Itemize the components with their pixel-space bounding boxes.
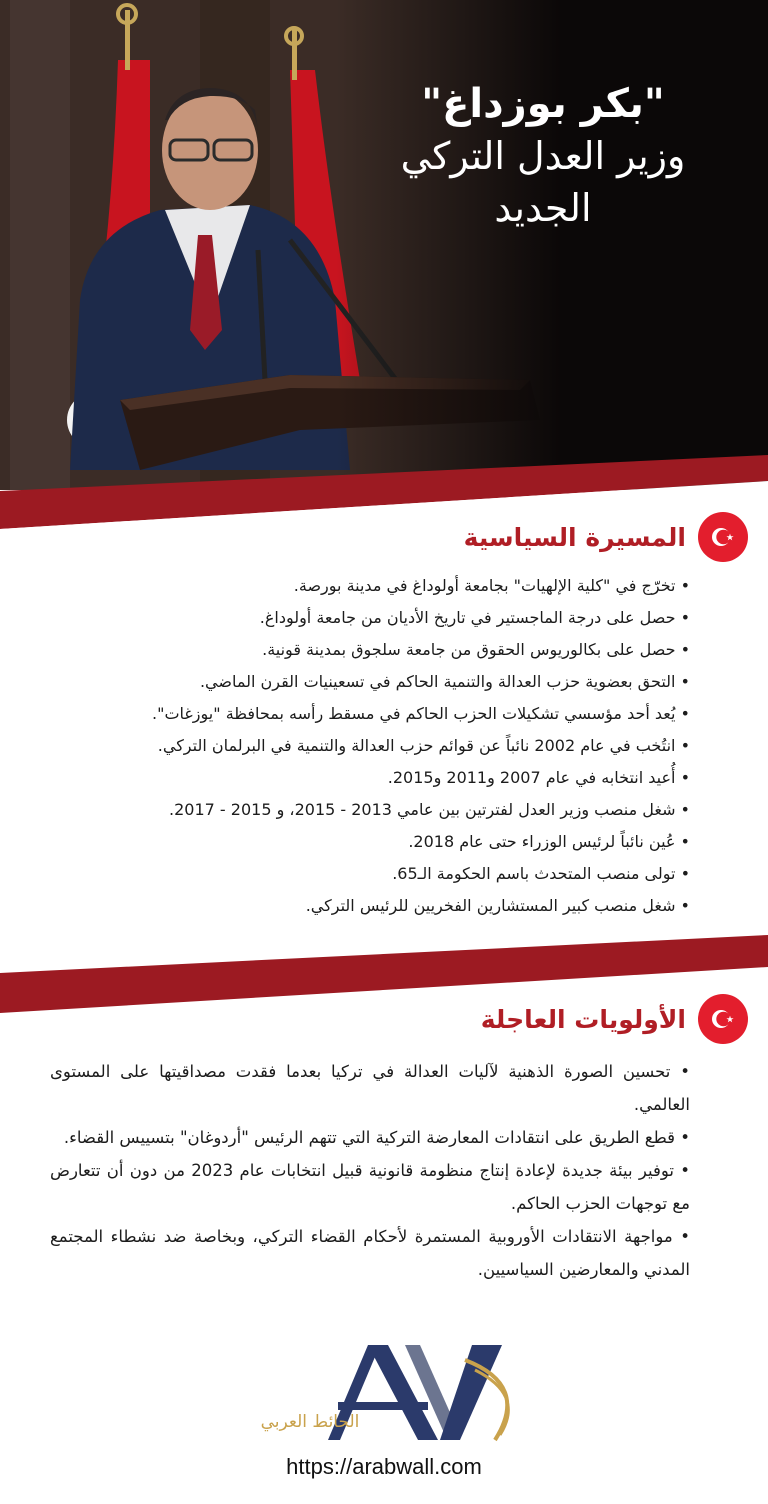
- minister-role: وزير العدل التركي: [400, 134, 686, 178]
- brand-name: الحائط العربي: [260, 1412, 360, 1432]
- minister-role-cont: الجديد: [494, 186, 592, 230]
- list-item: • شغل منصب كبير المستشارين الفخريين للرئيس التركي.: [305, 896, 690, 915]
- section-title: المسيرة السياسية: [463, 522, 686, 552]
- minister-name: "بكر بوزداغ": [421, 81, 665, 127]
- list-item: • انتُخب في عام 2002 نائباً عن قوائم حزب العدالة والتنمية في البرلمان التركي.: [157, 736, 690, 755]
- list-item: • قطع الطريق على انتقادات المعارضة التركية التي تتهم الرئيس "أردوغان" بتسييس القضاء.: [63, 1128, 690, 1147]
- list-item: • تخرّج في "كلية الإلهيات" بجامعة أولوداغ في مدينة بورصة.: [293, 576, 690, 595]
- list-item: • يُعد أحد مؤسسي تشكيلات الحزب الحاكم في مسقط رأسه بمحافظة "يوزغات".: [152, 704, 690, 723]
- section-political-career-header: [464, 512, 748, 562]
- list-item: • أُعيد انتخابه في عام 2007 و2011 و2015.: [387, 768, 690, 787]
- list-item: • عُين نائباً لرئيس الوزراء حتى عام 2018.: [408, 832, 690, 851]
- political-career-list: [50, 570, 690, 922]
- turkey-flag-icon: [698, 994, 748, 1044]
- list-item: • حصل على بكالوريوس الحقوق من جامعة سلجوق بمدينة قونية.: [262, 640, 690, 659]
- arabwall-logo: [240, 1340, 530, 1450]
- list-item: • التحق بعضوية حزب العدالة والتنمية الحاكم في تسعينيات القرن الماضي.: [199, 672, 690, 691]
- hero-banner: [0, 0, 768, 490]
- turkey-flag-icon: [698, 512, 748, 562]
- priorities-list: [50, 1055, 690, 1286]
- section-title: الأولويات العاجلة: [480, 1004, 686, 1034]
- list-item: • تولى منصب المتحدث باسم الحكومة الـ65.: [392, 864, 690, 883]
- website-link[interactable]: https://arabwall.com: [286, 1454, 482, 1479]
- list-item: • توفير بيئة جديدة لإعادة إنتاج منظومة قانونية قبيل انتخابات عام 2023 من دون أن تتعارض مع توجهات الحزب الحاكم.: [50, 1161, 690, 1213]
- list-item: • مواجهة الانتقادات الأوروبية المستمرة لأحكام القضاء التركي، وبخاصة ضد نشطاء المجتمع المدني والمعارضين السياسيين.: [50, 1227, 690, 1279]
- hero-title: [378, 78, 708, 234]
- list-item: • شغل منصب وزير العدل لفترتين بين عامي 2013 - 2015، و 2015 - 2017.: [169, 800, 690, 819]
- list-item: • تحسين الصورة الذهنية لآليات العدالة في تركيا بعدما فقدت مصداقيتها على المستوى العالمي.: [50, 1062, 690, 1114]
- list-item: • حصل على درجة الماجستير في تاريخ الأديان من جامعة أولوداغ.: [259, 608, 690, 627]
- speaker-photo: [0, 0, 560, 490]
- section-priorities-header: [481, 994, 748, 1044]
